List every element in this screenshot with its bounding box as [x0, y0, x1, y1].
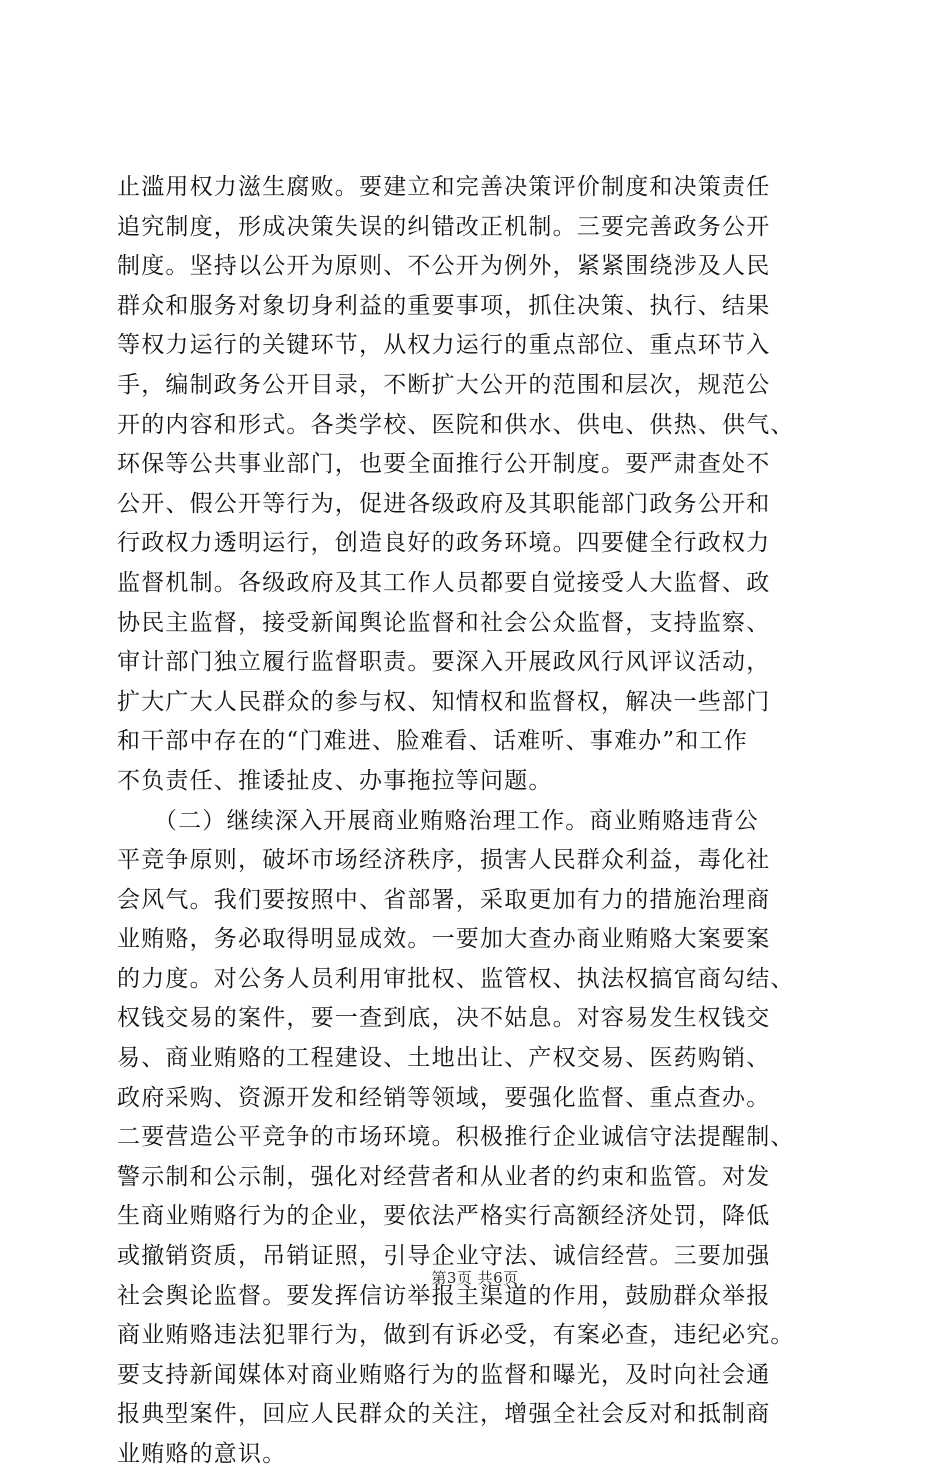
text-line: 要支持新闻媒体对商业贿赂行为的监督和曝光，及时向社会通	[117, 1361, 771, 1388]
text-line: 协民主监督，接受新闻舆论监督和社会公众监督，支持监察、	[117, 609, 771, 636]
text-line: 和干部中存在的“门难进、脸难看、话难听、事难办”和工作	[117, 728, 748, 755]
text-line: 易、商业贿赂的工程建设、土地出让、产权交易、医药购销、	[117, 1045, 771, 1072]
text-line: 开的内容和形式。各类学校、医院和供水、供电、供热、供气、	[117, 411, 795, 438]
text-line: 手，编制政务公开目录，不断扩大公开的范围和层次，规范公	[117, 371, 771, 398]
text-line: 警示制和公示制，强化对经营者和从业者的约束和监管。对发	[117, 1163, 771, 1190]
text-line: 等权力运行的关键环节，从权力运行的重点部位、重点环节入	[117, 332, 771, 359]
text-line: 二要营造公平竞争的市场环境。积极推行企业诚信守法提醒制、	[117, 1124, 795, 1151]
text-line: 不负责任、推诿扯皮、办事拖拉等问题。	[117, 767, 553, 794]
text-line: 环保等公共事业部门，也要全面推行公开制度。要严肃查处不	[117, 451, 771, 478]
text-line: 社会舆论监督。要发挥信访举报主渠道的作用，鼓励群众举报	[117, 1282, 771, 1309]
text-line: 群众和服务对象切身利益的重要事项，抓住决策、执行、结果	[117, 292, 771, 319]
text-line: 政府采购、资源开发和经销等领域，要强化监督、重点查办。	[117, 1084, 771, 1111]
text-line: 监督机制。各级政府及其工作人员都要自觉接受人大监督、政	[117, 569, 771, 596]
text-line: 会风气。我们要按照中、省部署，采取更加有力的措施治理商	[117, 886, 771, 913]
text-line: 的力度。对公务人员利用审批权、监管权、执法权搞官商勾结、	[117, 965, 795, 992]
text-line: 审计部门独立履行监督职责。要深入开展政风行风评议活动，	[117, 649, 771, 676]
text-line: 制度。坚持以公开为原则、不公开为例外，紧紧围绕涉及人民	[117, 253, 771, 280]
text-line: 业贿赂，务必取得明显成效。一要加大查办商业贿赂大案要案	[117, 926, 771, 953]
text-line: 生商业贿赂行为的企业，要依法严格实行高额经济处罚，降低	[117, 1203, 771, 1230]
text-line: 平竞争原则，破坏市场经济秩序，损害人民群众利益，毒化社	[117, 847, 771, 874]
text-line: 追究制度，形成决策失误的纠错改正机制。三要完善政务公开	[117, 213, 771, 240]
text-line: 商业贿赂违法犯罪行为，做到有诉必受，有案必查，违纪必究。	[117, 1322, 795, 1349]
text-line: （二）继续深入开展商业贿赂治理工作。商业贿赂违背公	[117, 807, 759, 834]
text-line: 止滥用权力滋生腐败。要建立和完善决策评价制度和决策责任	[117, 174, 771, 200]
text-line: 或撤销资质，吊销证照，引导企业守法、诚信经营。三要加强	[117, 1243, 771, 1270]
text-line: 权钱交易的案件，要一查到底，决不姑息。对容易发生权钱交	[117, 1005, 771, 1032]
text-line: 行政权力透明运行，创造良好的政务环境。四要健全行政权力	[117, 530, 771, 557]
text-line: 公开、假公开等行为，促进各级政府及其职能部门政务公开和	[117, 490, 771, 517]
text-line: 业贿赂的意识。	[117, 1441, 287, 1467]
text-line: 报典型案件，回应人民群众的关注，增强全社会反对和抵制商	[117, 1401, 771, 1428]
page-footer: 第3页 共6页	[431, 1269, 519, 1287]
text-line: 扩大广大人民群众的参与权、知情权和监督权，解决一些部门	[117, 688, 771, 715]
